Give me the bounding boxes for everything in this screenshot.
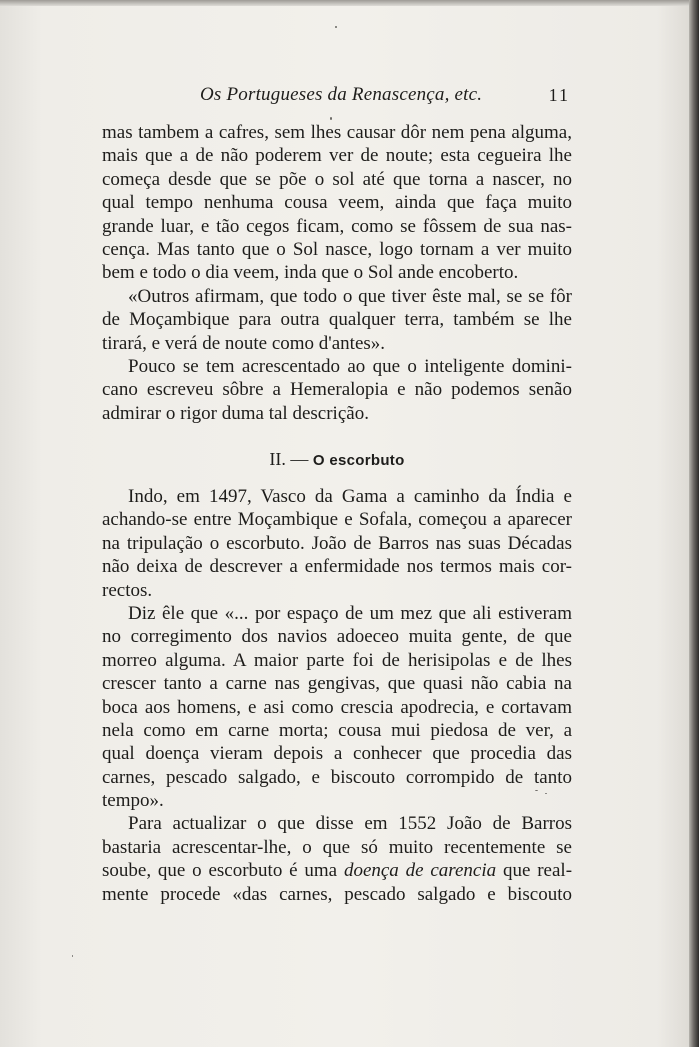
text-line: admirar o rigor duma tal descrição. — [102, 402, 369, 424]
text-line: bastaria acrescentar-lhe, o que só muito recentemente se — [102, 836, 572, 858]
text-line: carnes, pescado salgado, e biscouto corrompido de tanto — [102, 766, 572, 788]
italic-term: doença de carencia — [343, 860, 497, 882]
text-line: achando-se entre Moçambique e Sofala, começou a aparecer — [102, 509, 572, 531]
paper-speck — [335, 26, 337, 28]
text-line: começa desde que se põe o sol até que torna a nascer, no — [102, 168, 572, 190]
text-line: morreo alguma. A maior parte foi de herisipolas e de lhes — [102, 649, 572, 671]
running-head — [102, 84, 572, 110]
text-line: mente procede «das carnes, pescado salgado e biscouto — [102, 883, 572, 905]
text-line: cano escreveu sôbre a Hemeralopia e não podemos senão — [102, 379, 572, 401]
text-line: qual doença vieram depois a conhecer que procedia das — [102, 743, 572, 765]
text-line: cença. Mas tanto que o Sol nasce, logo tornam a ver muito — [102, 238, 572, 260]
text-line-mixed — [102, 859, 572, 882]
paper-speck — [545, 793, 547, 794]
text-line: qual tempo nenhuma cousa veem, ainda que faça muito — [102, 192, 572, 214]
text-line: Indo, em 1497, Vasco da Gama a caminho da Índia e — [128, 486, 572, 507]
page-top-shadow — [0, 0, 699, 6]
section-number: II. — — [269, 449, 309, 469]
text-line: de Moçambique para outra qualquer terra, também se lhe — [102, 309, 572, 331]
section-title: O escorbuto — [312, 452, 405, 469]
text-block-hemeralopia — [102, 121, 572, 425]
text-line: mas tambem a cafres, sem lhes causar dôr nem pena alguma, — [102, 122, 572, 143]
text-line: Pouco se tem acrescentado ao que o inteligente domini- — [128, 355, 572, 377]
text-line: nela como em carne morta; cousa mui piedosa de ver, a — [102, 719, 572, 741]
text-line: tirará, e verá de noute como d'antes». — [102, 332, 386, 354]
paper-speck — [72, 955, 73, 957]
text-block-escorbuto — [102, 485, 572, 906]
text-line: crescer tanto a carne nas gengivas, que quasi não cabia na — [102, 673, 572, 695]
text-line: «Outros afirmam, que todo o que tiver êste mal, se se fôr — [128, 285, 572, 307]
paper-speck — [535, 790, 538, 791]
section-heading — [102, 449, 572, 470]
text-segment: soube, que o escorbuto é uma — [102, 860, 338, 882]
paper-speck — [330, 117, 332, 120]
text-line: Diz êle que «... por espaço de um mez que ali estiveram — [128, 602, 572, 624]
page-binding-edge — [689, 0, 699, 1047]
text-line: Para actualizar o que disse em 1552 João de Barros — [128, 813, 572, 835]
text-line: grande luar, e tão cegos ficam, como se fôssem de sua nas- — [102, 215, 572, 237]
text-line: tempo». — [102, 790, 164, 812]
text-line: rectos. — [102, 579, 153, 601]
text-line: no corregimento dos navios adoeceo muita gente, de que — [102, 626, 572, 648]
text-line: mais que a de não poderem ver de noute; esta cegueira lhe — [102, 145, 572, 167]
text-line: na tripulação o escorbuto. João de Barros nas suas Décadas — [102, 532, 572, 554]
page-number: 11 — [548, 85, 570, 105]
running-title: Os Portugueses da Renascença, etc. — [200, 84, 483, 105]
text-line: não deixa de descrever a enfermidade nos termos mais cor- — [102, 556, 572, 578]
text-line: bem e todo o dia veem, inda que o Sol ande encoberto. — [102, 262, 519, 284]
text-line: boca aos homens, e asi como crescia apodrecia, e cortavam — [102, 696, 572, 718]
text-segment: que real- — [502, 860, 573, 882]
